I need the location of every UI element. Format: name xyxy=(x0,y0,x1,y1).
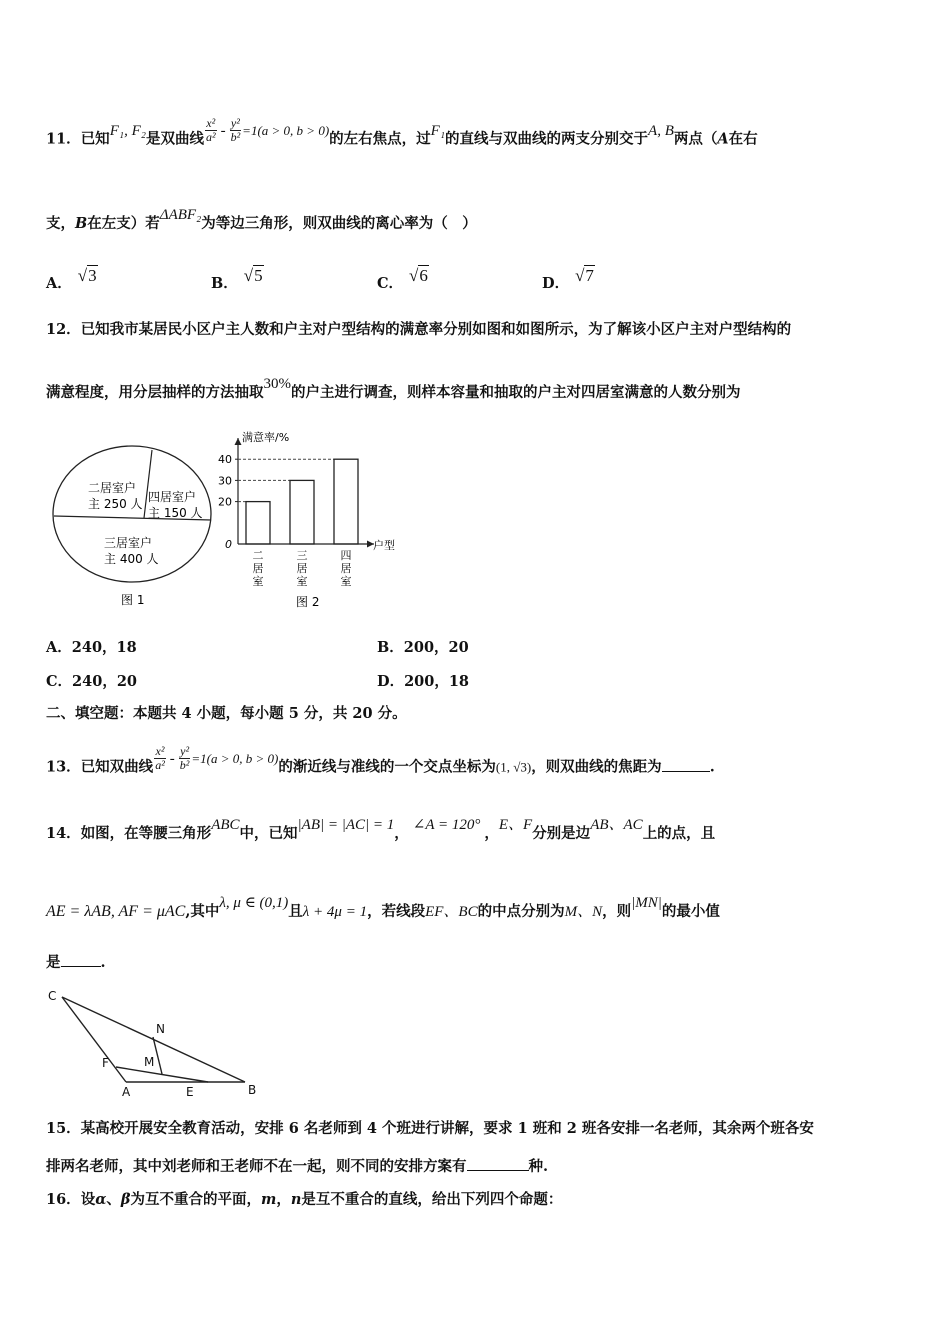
q14-line3: 是 . xyxy=(46,954,106,971)
pie-label-3br-a: 三居室户 xyxy=(104,536,153,550)
intersection-point: (1, √3) xyxy=(495,759,532,775)
bar-2 xyxy=(290,480,314,544)
fig2-caption: 图 2 xyxy=(296,595,320,609)
point-e: E xyxy=(186,1085,194,1099)
q14-line2: AE = λAB, AF = μAC,其中λ, μ ∈ (0,1)且λ + 4μ = 1，若线段EF、BC的中点分别为M、N，则|MN|的最小值 xyxy=(46,895,720,920)
q12-option-d[interactable]: D．200，18 xyxy=(377,673,470,690)
q15-answer-blank[interactable] xyxy=(467,1156,529,1171)
point-n: N xyxy=(156,1022,165,1036)
bar-chart-figure-2 xyxy=(218,428,408,613)
vertex-a: A xyxy=(122,1085,131,1099)
vertex-c: C xyxy=(48,989,57,1003)
segment-ef xyxy=(116,1067,208,1082)
origin-label: 0 xyxy=(225,538,232,551)
pie-label-4br-a: 四居室户 xyxy=(148,490,197,504)
pie-label-2br-b: 主 250 人 xyxy=(88,497,143,511)
bar-3 xyxy=(334,459,358,544)
y-tick-label: 30 xyxy=(218,474,232,488)
point-m: M xyxy=(144,1055,155,1069)
sample-percent: 30% xyxy=(263,376,291,392)
q11-line1: 11．已知F₁, F₂是双曲线 $\frac{\text{x²}}{\text{a²}}$ - $\frac{\text{y²}}{\text{b²}}$ =1(a > 0, b > 0)的左右焦点，过F₁的直线与双曲线的两支分别交于A, B两点（A在右 xyxy=(46,116,758,148)
q11-line2: 支，B在左支）若ΔABF₂为等边三角形，则双曲线的离心率为（ ） xyxy=(46,207,477,232)
q11-option-d[interactable]: D． √7 xyxy=(542,266,594,292)
q11-number: 11． xyxy=(46,130,81,148)
q14-number: 14． xyxy=(46,825,81,842)
mn-length: |MN| xyxy=(631,895,662,911)
pie-label-3br-b: 主 400 人 xyxy=(104,552,159,566)
foci-label: F₁, F₂ xyxy=(109,122,146,139)
q15-line1: 15．某高校开展安全教育活动，安排 6 名老师到 4 个班进行讲解，要求 1 班和 2 班各安排一名老师，其余两个班各安 xyxy=(46,1120,814,1137)
bar-1 xyxy=(246,502,270,544)
hyperbola-equation: $\frac{\text{x²}}{\text{a²}}$ - $\frac{\text{y²}}{\text{b²}}$ =1(a > 0, b > 0) xyxy=(205,116,330,144)
pie-label-2br-a: 二居室户 xyxy=(88,481,137,495)
x-tick-label-2: 三居室 xyxy=(296,549,308,588)
q13-number: 13． xyxy=(46,758,81,776)
section-heading: 二、填空题：本题共 4 小题，每小题 5 分，共 20 分。 xyxy=(46,705,407,722)
q12-number: 12． xyxy=(46,321,81,338)
triangle-label: ΔABF₂ xyxy=(159,207,202,223)
x-tick-label-1: 二居室 xyxy=(252,549,264,588)
pie-label-4br-b: 主 150 人 xyxy=(148,506,203,520)
angle-condition: ∠A = 120° xyxy=(412,817,481,833)
q12-line2: 满意程度，用分层抽样的方法抽取30%的户主进行调查，则样本容量和抽取的户主对四居室满意的人数分别为 xyxy=(46,376,741,401)
q14-line1: 14．如图，在等腰三角形ABC中，已知|AB| = |AC| = 1， ∠A = 120° ，E、F分别是边AB、AC上的点，且 xyxy=(46,817,716,842)
q13-line: 13．已知双曲线 $\frac{\text{x²}}{\text{a²}}$ - $\frac{\text{y²}}{\text{b²}}$ =1(a > 0, b > 0)的渐近线与准线的一个交点坐标为(1, √3)，则双曲线的焦距为 . xyxy=(46,744,715,776)
q12-option-a[interactable]: A．240，18 xyxy=(46,639,137,656)
side-ca xyxy=(62,997,126,1082)
q13-hyperbola-equation: $\frac{\text{x²}}{\text{a²}}$ - $\frac{\text{y²}}{\text{b²}}$ =1(a > 0, b > 0) xyxy=(155,744,279,772)
q14-answer-blank[interactable] xyxy=(61,952,101,967)
triangle-figure xyxy=(40,985,270,1100)
pie-figure-1 xyxy=(48,440,228,615)
y-tick-label: 20 xyxy=(218,495,232,509)
q16-number: 16． xyxy=(46,1191,81,1208)
fig1-caption: 图 1 xyxy=(121,593,145,607)
q12-line1: 12．已知我市某居民小区户主人数和户主对户型结构的满意率分别如图和如图所示，为了解该小区户主对户型结构的 xyxy=(46,321,792,338)
x-axis-label: 户型 xyxy=(373,539,395,552)
q11-option-c[interactable]: C． √6 xyxy=(377,266,428,292)
length-condition: |AB| = |AC| = 1 xyxy=(297,817,395,833)
q11-option-b[interactable]: B． √5 xyxy=(211,266,263,292)
q12-option-c[interactable]: C．240，20 xyxy=(46,673,137,690)
vertex-b: B xyxy=(248,1083,257,1097)
q13-answer-blank[interactable] xyxy=(662,757,710,772)
q15-number: 15． xyxy=(46,1120,81,1137)
q15-line2: 排两名老师，其中刘老师和王老师不在一起，则不同的安排方案有 种. xyxy=(46,1158,549,1175)
y-axis-label: 满意率/% xyxy=(242,431,290,444)
point-f: F xyxy=(102,1056,109,1070)
y-tick-label: 40 xyxy=(218,453,232,467)
q11-option-a[interactable]: A． √3 xyxy=(46,266,97,292)
q16-line: 16．设α、β为互不重合的平面，m，n是互不重合的直线，给出下列四个命题： xyxy=(46,1191,563,1208)
q12-option-b[interactable]: B．200，20 xyxy=(377,639,469,656)
x-tick-label-3: 四居室 xyxy=(340,549,352,588)
